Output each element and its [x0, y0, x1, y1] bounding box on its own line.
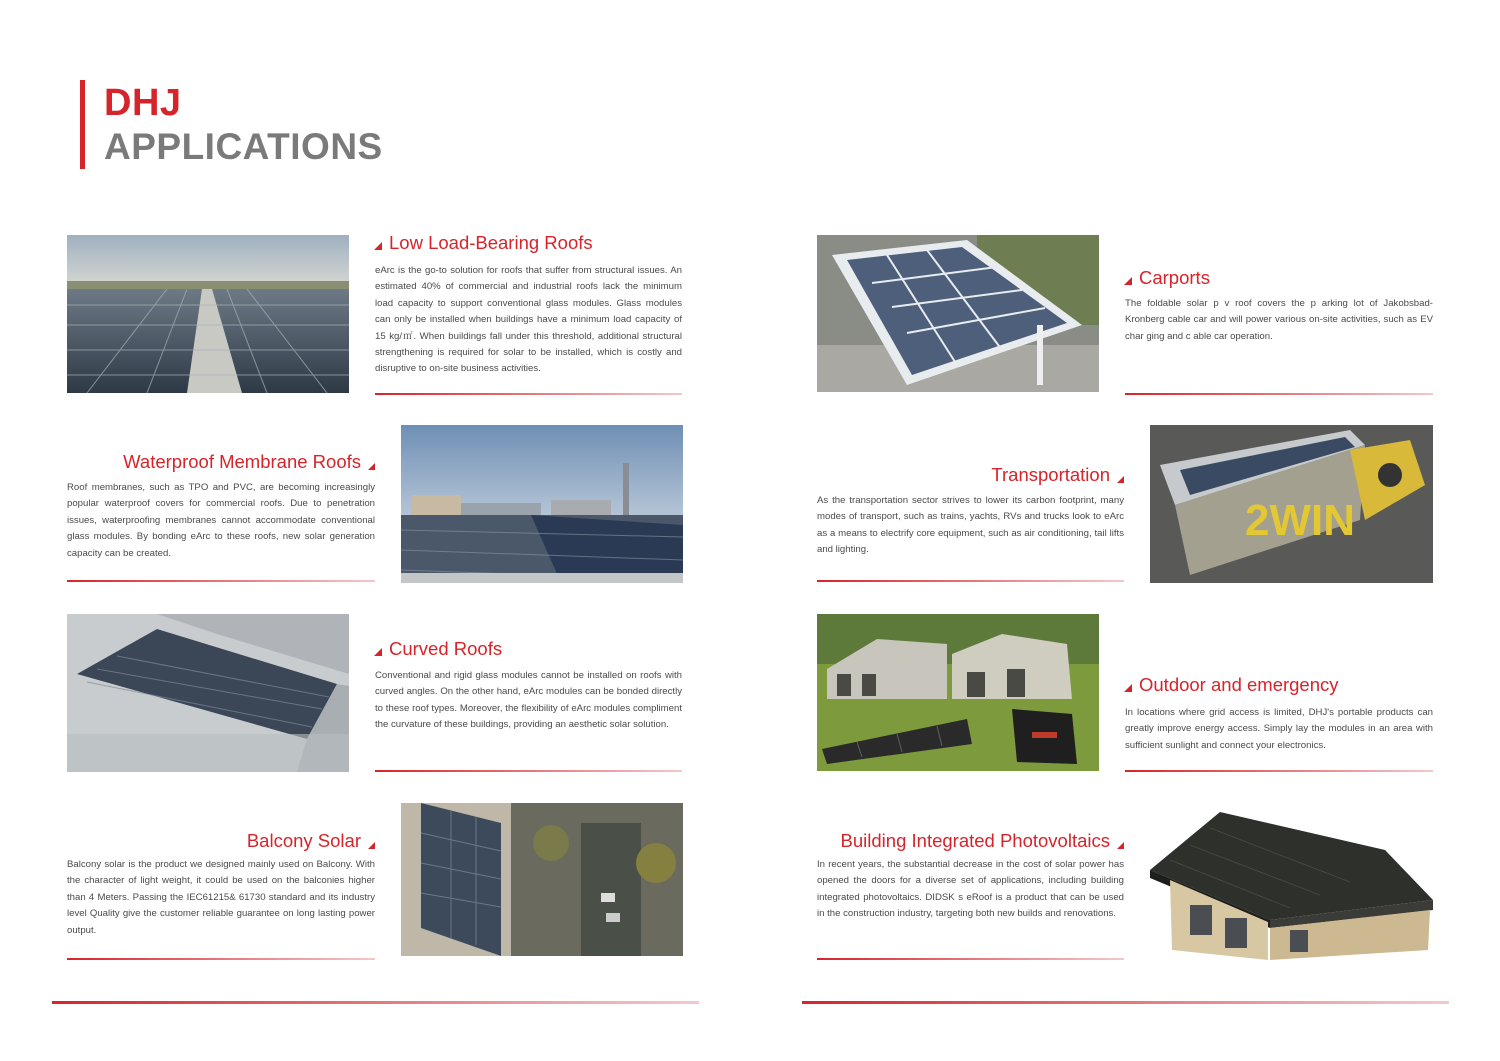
section-body-carports: The foldable solar p v roof covers the p arking lot of Jakobsbad-Kronberg cable car and will power various on-site activities, such as EV char ging and c able car operation.	[1125, 298, 1433, 342]
triangle-marker-icon	[368, 842, 375, 849]
section-title-bipv: Building Integrated Photovoltaics	[817, 830, 1124, 852]
triangle-marker-icon	[1124, 684, 1132, 692]
section-title-outdoor: Outdoor and emergency	[1124, 674, 1339, 696]
section-divider	[1125, 770, 1433, 772]
triangle-marker-icon	[1124, 277, 1132, 285]
photo-bipv-house	[1150, 810, 1433, 960]
photo-outdoor-emergency	[817, 614, 1099, 771]
triangle-marker-icon	[1117, 476, 1124, 483]
section-divider	[817, 580, 1124, 582]
photo-waterproof-roof	[401, 425, 683, 583]
section-divider	[817, 958, 1124, 960]
section-body-transportation: As the transportation sector strives to lower its carbon footprint, many modes of transport, such as trains, yachts, RVs and trucks look to eArc as a means to electrify core equipment, such as air conditioning, tail lifts and lighting.	[817, 495, 1124, 556]
photo-curved-roof	[67, 614, 349, 772]
section-title-carports: Carports	[1124, 267, 1210, 289]
photo-transportation-truck	[1150, 425, 1433, 583]
section-body-outdoor: In locations where grid access is limited, DHJ's portable products can greatly improve energy access. Simply lay the modules in an area with sufficient sunlight and connect your electronics.	[1125, 707, 1433, 751]
section-divider	[375, 393, 682, 395]
section-title-transportation: Transportation	[817, 464, 1124, 486]
page-footer-rule-left	[52, 1001, 699, 1004]
section-body-bipv: In recent years, the substantial decrease in the cost of solar power has opened the doors for a diverse set of applications, including building integrated photovoltaics. DIDSK s eRoof is a product that can be used in the construction industry, targeting both new builds and renovations.	[817, 859, 1124, 920]
photo-low-load-roof	[67, 235, 349, 393]
section-divider	[375, 770, 682, 772]
photo-carport	[817, 235, 1099, 392]
section-title-balcony: Balcony Solar	[67, 830, 375, 852]
photo-balcony-solar	[401, 803, 683, 956]
triangle-marker-icon	[368, 463, 375, 470]
section-divider	[67, 580, 375, 582]
title-accent-bar	[80, 80, 85, 169]
section-body-waterproof: Roof membranes, such as TPO and PVC, are becoming increasingly popular waterproof covers for commercial roofs. Due to penetration issues, waterproofing membranes cannot accommodate conventional glass modules. By bonding eArc to these roofs, new solar generation capacity can be created.	[67, 482, 375, 559]
triangle-marker-icon	[1117, 842, 1124, 849]
truck-brand-text: 2WIN	[1245, 496, 1355, 545]
section-divider	[67, 958, 375, 960]
triangle-marker-icon	[374, 242, 382, 250]
section-title-waterproof: Waterproof Membrane Roofs	[67, 451, 375, 473]
section-body-low-load: eArc is the go-to solution for roofs that suffer from structural issues. An estimated 40% of commercial and industrial roofs lack the minimum load capacity to support conventional glass modules. Glass modules can only be installed when buildings have a minimum load capacity of 15 kg/㎡. When buildings fall under this threshold, additional structural strengthening is required for solar to be installed, which is costly and disruptive to on-site business activities.	[375, 265, 682, 375]
section-body-balcony: Balcony solar is the product we designed mainly used on Balcony. With the character of light weight, it could be used on the balconies higher than 4 Meters. Passing the IEC61215& 61730 standard and its industry level Quality give the customer reliable guarantee on long lasting power output.	[67, 859, 375, 936]
section-divider	[1125, 393, 1433, 395]
section-body-curved: Conventional and rigid glass modules cannot be installed on roofs with curved angles. On the other hand, eArc modules can be bonded directly to these roof types. Moreover, the flexibility of eArc modules compliment the curvature of these buildings, providing an aesthetic solar solution.	[375, 670, 682, 731]
section-title-low-load: Low Load-Bearing Roofs	[374, 232, 593, 254]
section-title-curved: Curved Roofs	[374, 638, 502, 660]
brand-title: DHJ	[104, 82, 182, 124]
triangle-marker-icon	[374, 648, 382, 656]
page-title: APPLICATIONS	[104, 126, 383, 167]
page-footer-rule-right	[802, 1001, 1449, 1004]
